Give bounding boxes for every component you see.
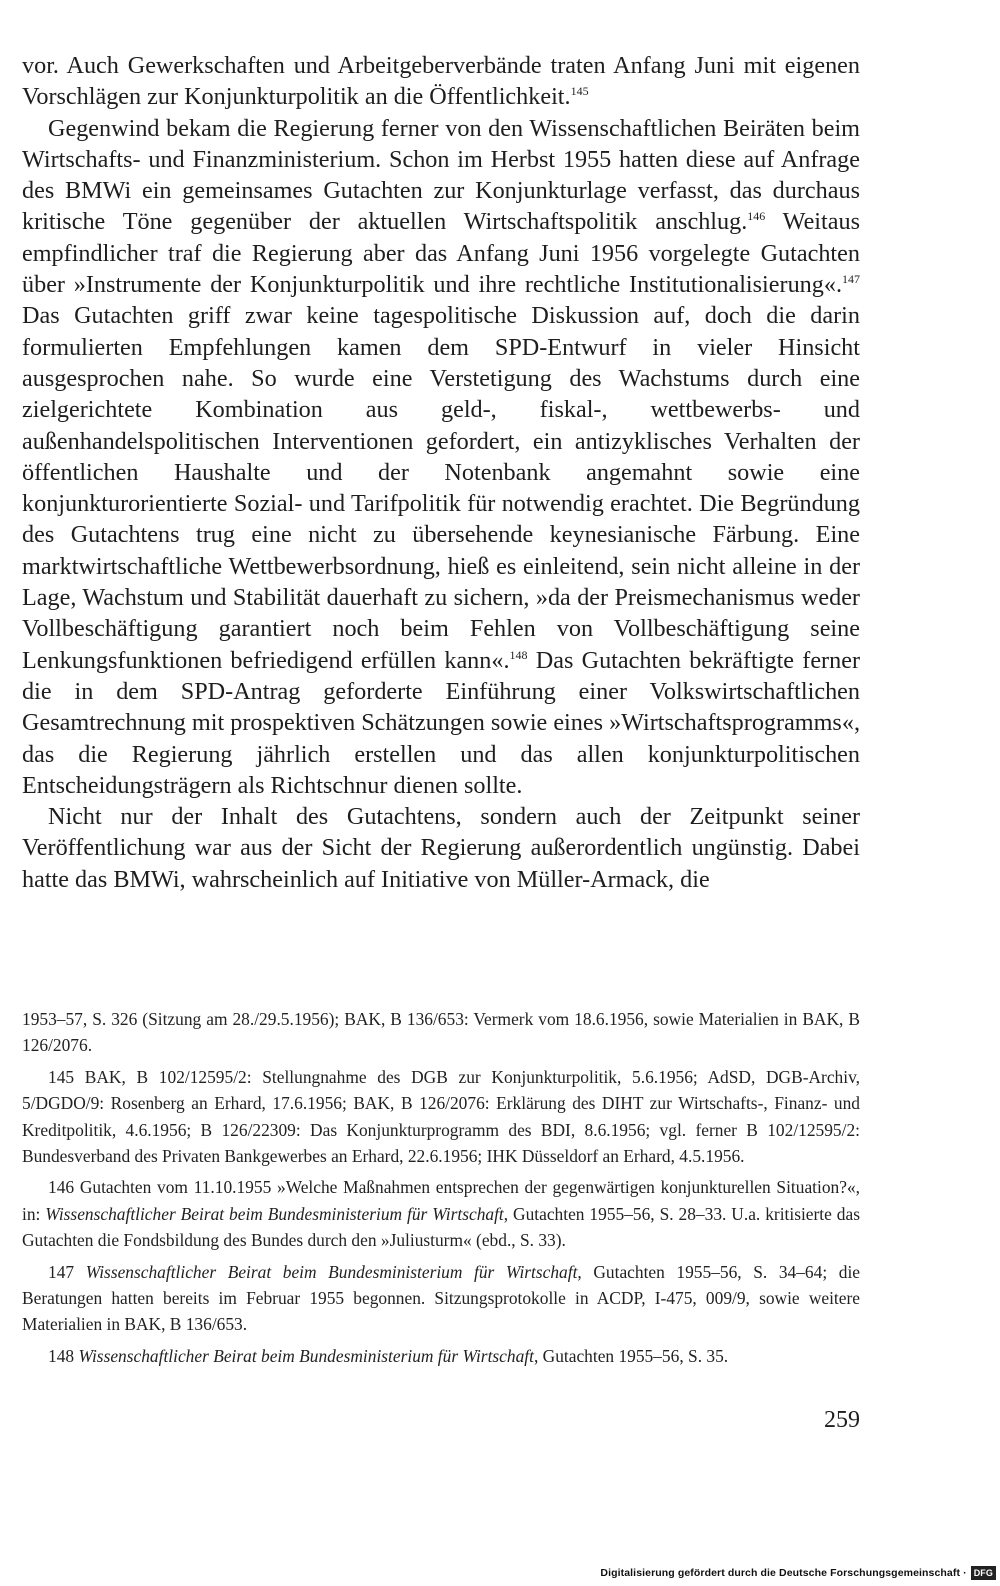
footnote-ref-148[interactable]: 148 — [509, 647, 528, 662]
footnote-ref-146[interactable]: 146 — [747, 209, 766, 224]
footnote-145: 145 BAK, B 102/12595/2: Stellungnahme des DGB zur Konjunkturpolitik, 5.6.1956; AdSD, DGB-Archiv, 5/DGDO/9: Rosenberg an Erhard, 17.6.1956; BAK, B 126/2076: Erklärung des DIHT zur Wirtschafts-, Finanz- und Kreditpolitik, 4.6.1956; B 126/22309: Das Konjunkturprogramm des BDI, 8.6.1956; vgl. ferner B 102/12595/2: Bundesverband des Privaten Bankgewerbes an Erhard, 22.6.1956; IHK Düsseldorf an Erhard, 4.5.1956. — [22, 1066, 860, 1167]
footnote-147-number: 147 — [48, 1261, 86, 1282]
footnote-146 — [22, 1174, 860, 1253]
footnote-continuation: 1953–57, S. 326 (Sitzung am 28./29.5.1956); BAK, B 136/653: Vermerk vom 18.6.1956, sowie Materialien in BAK, B 126/2076. — [22, 1009, 860, 1056]
paragraph-1 — [22, 50, 860, 113]
footnote-148-title: Wissenschaftlicher Beirat beim Bundesministerium für Wirtschaft — [78, 1345, 534, 1366]
paragraph-3-text: Nicht nur der Inhalt des Gutachtens, sondern auch der Zeitpunkt seiner Veröffentlichung war aus der Sicht der Regierung außerordentlich ungünstig. Dabei hatte das BMWi, wahrscheinlich auf Initiative von Müller-Armack, die — [22, 803, 860, 893]
paragraph-2 — [22, 113, 860, 802]
paragraph-2-text-c: Das Gutachten griff zwar keine tagespolitische Diskussion auf, doch die darin formulierten Empfehlungen kamen dem SPD-Entwurf in vieler Hinsicht ausgesprochen nahe. So wurde eine Verstetigung des Wachstums durch eine zielgerichtete Kombination aus geld-, fiskal-, wettbewerbs- und außenhandelspolitischen Interventionen gefordert, ein antizyklisches Verhalten der öffentlichen Haushalte und der Notenbank angemahnt sowie eine konjunkturorientierte Sozial- und Tarifpolitik für notwendig erachtet. Die Begründung des Gutachtens trug eine nicht zu übersehende keynesianische Färbung. Eine marktwirtschaftliche Wettbewerbsordnung, hieß es einleitend, sein nicht alleine in der Lage, Wachstum und Stabilität dauerhaft zu sichern, »da der Preismechanismus weder Vollbeschäftigung garantiert noch beim Fehlen von Vollbeschäftigung seine Lenkungsfunktionen befriedigend erfüllen kann«. — [22, 302, 860, 674]
footnote-148-text: , Gutachten 1955–56, S. 35. — [533, 1345, 729, 1366]
digitization-credit — [600, 1566, 996, 1580]
paragraph-2-text-a: Gegenwind bekam die Regierung ferner von den Wissenschaftlichen Beiräten beim Wirtschafts- und Finanzministerium. Schon im Herbst 1955 hatten diese auf Anfrage des BMWi ein gemeinsames Gutachten zur Konjunkturlage verfasst, das durchaus kritische Töne gegenüber der aktuellen Wirtschaftspolitik anschlug. — [22, 114, 860, 236]
paragraph-1-text: vor. Auch Gewerkschaften und Arbeitgeberverbände traten Anfang Juni mit eigenen Vorschlägen zur Konjunkturpolitik an die Öffentlichkeit. — [22, 52, 860, 111]
footnote-146-text-a: 146 Gutachten vom 11.10.1955 »Welche Maßnahmen entsprechen der gegenwärtigen konjunkturellen Situation?«, in: — [22, 1177, 860, 1224]
page-number: 259 — [824, 1407, 860, 1433]
footnote-148-number: 148 — [48, 1345, 79, 1366]
footnote-147-text: , Gutachten 1955–56, S. 34–64; die Beratungen hatten bereits im Februar 1955 begonnen. Sitzungsprotokolle in ACDP, I-475, 009/9, sowie weitere Materialien in BAK, B 136/653. — [22, 1261, 860, 1335]
main-text — [22, 50, 860, 895]
dfg-logo-icon: DFG — [971, 1566, 996, 1580]
footnote-ref-147[interactable]: 147 — [842, 272, 860, 287]
credit-text: Digitalisierung gefördert durch die Deutsche Forschungsgemeinschaft · — [600, 1567, 967, 1579]
footnote-147-title: Wissenschaftlicher Beirat beim Bundesministerium für Wirtschaft — [85, 1261, 578, 1282]
paragraph-3 — [22, 801, 860, 895]
footnote-147 — [22, 1259, 860, 1338]
footnote-148 — [22, 1343, 860, 1369]
footnotes — [22, 1006, 860, 1369]
paragraph-2-text-d: Das Gutachten bekräftigte ferner die in dem SPD-Antrag geforderte Einführung einer Volkswirtschaftlichen Gesamtrechnung mit prospektiven Schätzungen sowie eines »Wirtschaftsprogramms«, das die Regierung jährlich erstellen und das allen konjunkturpolitischen Entscheidungsträgern als Richtschnur dienen sollte. — [22, 646, 860, 799]
footnote-146-text-b: , Gutachten 1955–56, S. 28–33. U.a. kritisierte das Gutachten die Fondsbildung des Bundes durch den »Juliusturm« (ebd., S. 33). — [22, 1203, 860, 1251]
footnote-146-title: Wissenschaftlicher Beirat beim Bundesministerium für Wirtschaft — [45, 1203, 504, 1224]
paragraph-2-text-b: Weitaus empfindlicher traf die Regierung aber das Anfang Juni 1956 vorgelegte Gutachten über »Instrumente der Konjunkturpolitik und ihre rechtliche Institutionalisierung«. — [22, 208, 860, 299]
footnote-ref-145[interactable]: 145 — [570, 84, 589, 99]
